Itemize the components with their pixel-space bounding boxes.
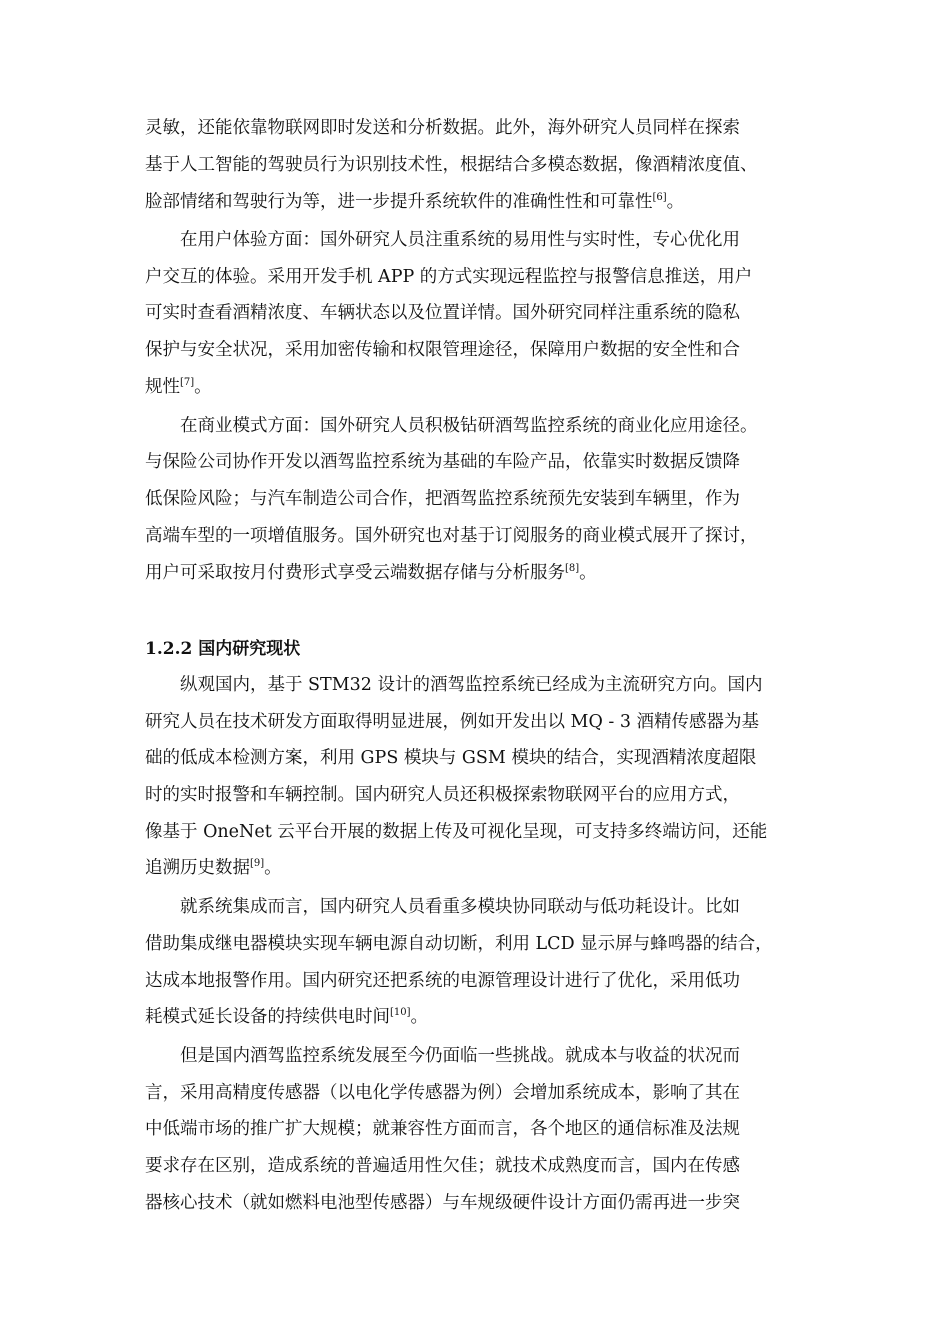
text: 在商业模式方面：国外研究人员积极钻研酒驾监控系统的商业化应用途径。	[180, 416, 758, 436]
paragraph-line	[145, 524, 758, 548]
text: 。	[410, 1007, 429, 1027]
citation-6: [6]	[652, 192, 667, 203]
text: 保护与安全状况，采用加密传输和权限管理途径，保障用户数据的安全性和合	[145, 340, 740, 360]
text: 高端车型的一项增值服务。国外研究也对基于订阅服务的商业模式展开了探讨，	[145, 526, 758, 546]
paragraph-line	[145, 1154, 740, 1178]
text: 达成本地报警作用。国内研究还把系统的电源管理设计进行了优化，采用低功	[145, 971, 740, 991]
paragraph-line	[145, 450, 740, 474]
paragraph-line	[145, 746, 756, 770]
text: 户交互的体验。采用开发手机 APP 的方式实现远程监控与报警信息推送，用户	[145, 267, 753, 287]
text: 灵敏，还能依靠物联网即时发送和分析数据。此外，海外研究人员同样在探索	[145, 118, 740, 138]
paragraph-line	[145, 1191, 740, 1215]
paragraph-line	[145, 783, 740, 807]
text: 像基于 OneNet 云平台开展的数据上传及可视化呈现，可支持多终端访问，还能	[145, 822, 768, 842]
text: 基于人工智能的驾驶员行为识别技术性，根据结合多模态数据，像酒精浓度值、	[145, 155, 758, 175]
paragraph-line	[145, 856, 282, 880]
paragraph-line	[145, 116, 740, 140]
paragraph-line	[145, 338, 740, 362]
text: 础的低成本检测方案，利用 GPS 模块与 GSM 模块的结合，实现酒精浓度超限	[145, 748, 757, 768]
paragraph-line	[145, 932, 773, 956]
text: 可实时查看酒精浓度、车辆状态以及位置详情。国外研究同样注重系统的隐私	[145, 303, 740, 323]
citation-8: [8]	[565, 563, 580, 574]
text: 规性	[145, 377, 180, 397]
paragraph-line	[180, 673, 762, 697]
paragraph-line	[145, 969, 740, 993]
paragraph-line	[145, 301, 740, 325]
citation-7: [7]	[180, 377, 195, 388]
paragraph-line	[145, 710, 759, 734]
paragraph-line	[180, 1044, 740, 1068]
text: 在用户体验方面：国外研究人员注重系统的易用性与实时性，专心优化用	[180, 230, 740, 250]
paragraph-line	[145, 820, 767, 844]
text: 脸部情绪和驾驶行为等，进一步提升系统软件的准确性性和可靠性	[145, 192, 653, 212]
text: 。	[264, 858, 282, 878]
text: 耗模式延长设备的持续供电时间	[145, 1007, 390, 1027]
text: 器核心技术（就如燃料电池型传感器）与车规级硬件设计方面仍需再进一步突	[145, 1193, 740, 1213]
paragraph-line	[145, 1117, 740, 1141]
paragraph-line	[180, 414, 758, 438]
text: 时的实时报警和车辆控制。国内研究人员还积极探索物联网平台的应用方式，	[145, 785, 740, 805]
paragraph-line	[145, 561, 597, 585]
text: 言，采用高精度传感器（以电化学传感器为例）会增加系统成本，影响了其在	[145, 1083, 740, 1103]
text: 研究人员在技术研发方面取得明显进展，例如开发出以 MQ - 3 酒精传感器为基	[145, 712, 760, 732]
citation-10: [10]	[390, 1007, 411, 1018]
text: 。	[666, 192, 685, 212]
text: 借助集成继电器模块实现车辆电源自动切断，利用 LCD 显示屏与蜂鸣器的结合，	[145, 934, 773, 954]
paragraph-line	[145, 487, 740, 511]
paragraph-line	[145, 190, 684, 214]
text: 中低端市场的推广扩大规模；就兼容性方面而言，各个地区的通信标准及法规	[145, 1119, 740, 1139]
text: 。	[579, 563, 597, 583]
text: 低保险风险；与汽车制造公司合作，把酒驾监控系统预先安装到车辆里，作为	[145, 489, 740, 509]
paragraph-line	[180, 228, 740, 252]
paragraph-line	[145, 265, 752, 289]
text: 追溯历史数据	[145, 858, 250, 878]
paragraph-line	[145, 153, 758, 177]
text: 要求存在区别，造成系统的普遍适用性欠佳；就技术成熟度而言，国内在传感	[145, 1156, 740, 1176]
text: 纵观国内，基于 STM32 设计的酒驾监控系统已经成为主流研究方向。国内	[180, 675, 763, 695]
paragraph-line	[145, 375, 212, 399]
text: 。	[194, 377, 212, 397]
section-heading: 1.2.2 国内研究现状	[145, 639, 301, 659]
paragraph-line	[180, 895, 740, 919]
paragraph-line	[145, 1005, 428, 1029]
paragraph-line	[145, 1081, 740, 1105]
text: 就系统集成而言，国内研究人员看重多模块协同联动与低功耗设计。比如	[180, 897, 740, 917]
text: 与保险公司协作开发以酒驾监控系统为基础的车险产品，依靠实时数据反馈降	[145, 452, 740, 472]
text: 用户可采取按月付费形式享受云端数据存储与分析服务	[145, 563, 565, 583]
text: 但是国内酒驾监控系统发展至今仍面临一些挑战。就成本与收益的状况而	[180, 1046, 740, 1066]
citation-9: [9]	[250, 858, 265, 869]
